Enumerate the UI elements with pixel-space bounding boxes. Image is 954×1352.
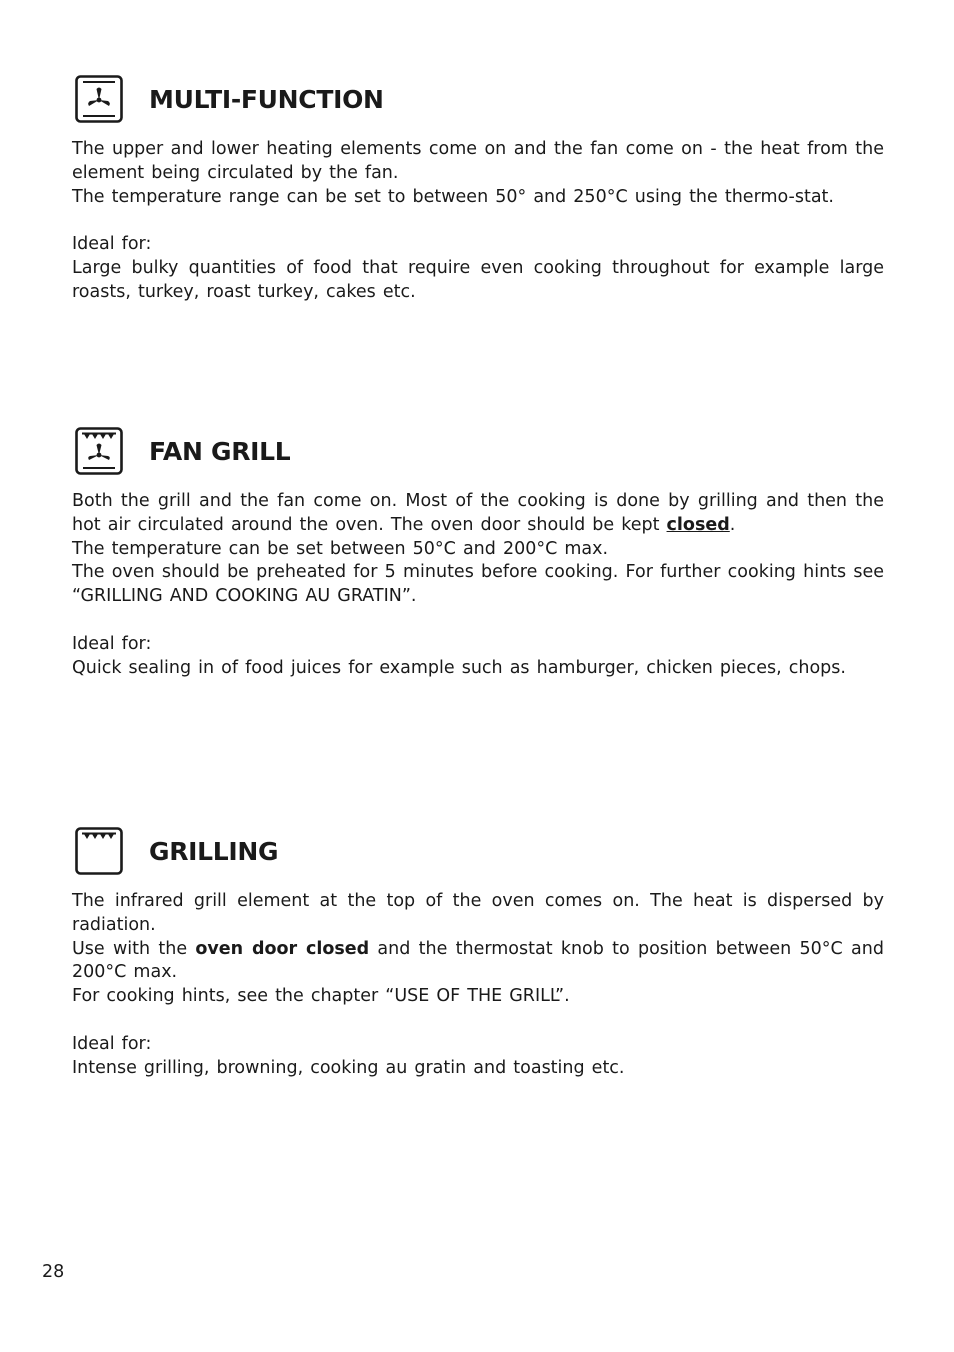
grilling-ideal-label: Ideal for: (72, 1033, 152, 1054)
grilling-description: The infrared grill element at the top of the oven comes on. The heat is dispersed by radiation. (72, 891, 884, 935)
fan-grill-icon (75, 427, 123, 475)
fan-grill-ideal-label: Ideal for: (72, 633, 152, 654)
fan-grill-title: FAN GRILL (149, 437, 291, 466)
grilling-usage-start: Use with the (72, 938, 196, 959)
fan-grill-preheat: The oven should be preheated for 5 minutes before cooking. For further cooking hints see “GRILLING AND COOKING AU GRATIN”. (72, 562, 884, 607)
multi-function-heading-row (72, 75, 884, 125)
multi-function-icon (75, 75, 123, 123)
fan-grill-heading-row (72, 427, 884, 477)
grill-icon (75, 827, 123, 875)
grilling-ideal-text: Intense grilling, browning, cooking au gratin and toasting etc. (72, 1057, 625, 1078)
fan-grill-ideal-text: Quick sealing in of food juices for example such as hamburger, chicken pieces, chops. (72, 657, 846, 678)
oven-door-closed-emphasis: oven door closed (195, 938, 370, 959)
grilling-heading-row (72, 827, 884, 877)
grilling-body (72, 890, 884, 1080)
fan-grill-section (72, 427, 884, 680)
multi-function-ideal-label: Ideal for: (72, 234, 152, 255)
fan-grill-temperature: The temperature can be set between 50°C and 200°C max. (72, 538, 609, 559)
grilling-section (72, 827, 884, 1080)
fan-grill-description-end: . (729, 514, 736, 535)
fan-grill-description (72, 490, 884, 538)
closed-emphasis: closed (666, 514, 730, 535)
grilling-hints: For cooking hints, see the chapter “USE OF THE GRILL”. (72, 986, 570, 1007)
grilling-title: GRILLING (149, 837, 279, 866)
multi-function-ideal-text: Large bulky quantities of food that require even cooking throughout for example large roasts, turkey, roast turkey, cakes etc. (72, 257, 884, 302)
multi-function-temperature: The temperature range can be set to between 50° and 250°C using the thermo-stat. (72, 186, 834, 207)
multi-function-section (72, 75, 884, 305)
grilling-usage (72, 938, 884, 986)
grilling-usage-end: and the thermostat knob to position between 50°C and 200°C max. (72, 938, 884, 983)
multi-function-title: MULTI-FUNCTION (149, 85, 384, 114)
multi-function-description: The upper and lower heating elements come on and the fan come on - the heat from the element being circulated by the fan. (72, 139, 884, 183)
page-number: 28 (42, 1262, 65, 1282)
fan-grill-body (72, 490, 884, 680)
multi-function-body (72, 138, 884, 305)
fan-grill-description-text: Both the grill and the fan come on. Most of the cooking is done by grilling and then the hot air circulated around the oven. The oven door should be kept (72, 491, 884, 535)
